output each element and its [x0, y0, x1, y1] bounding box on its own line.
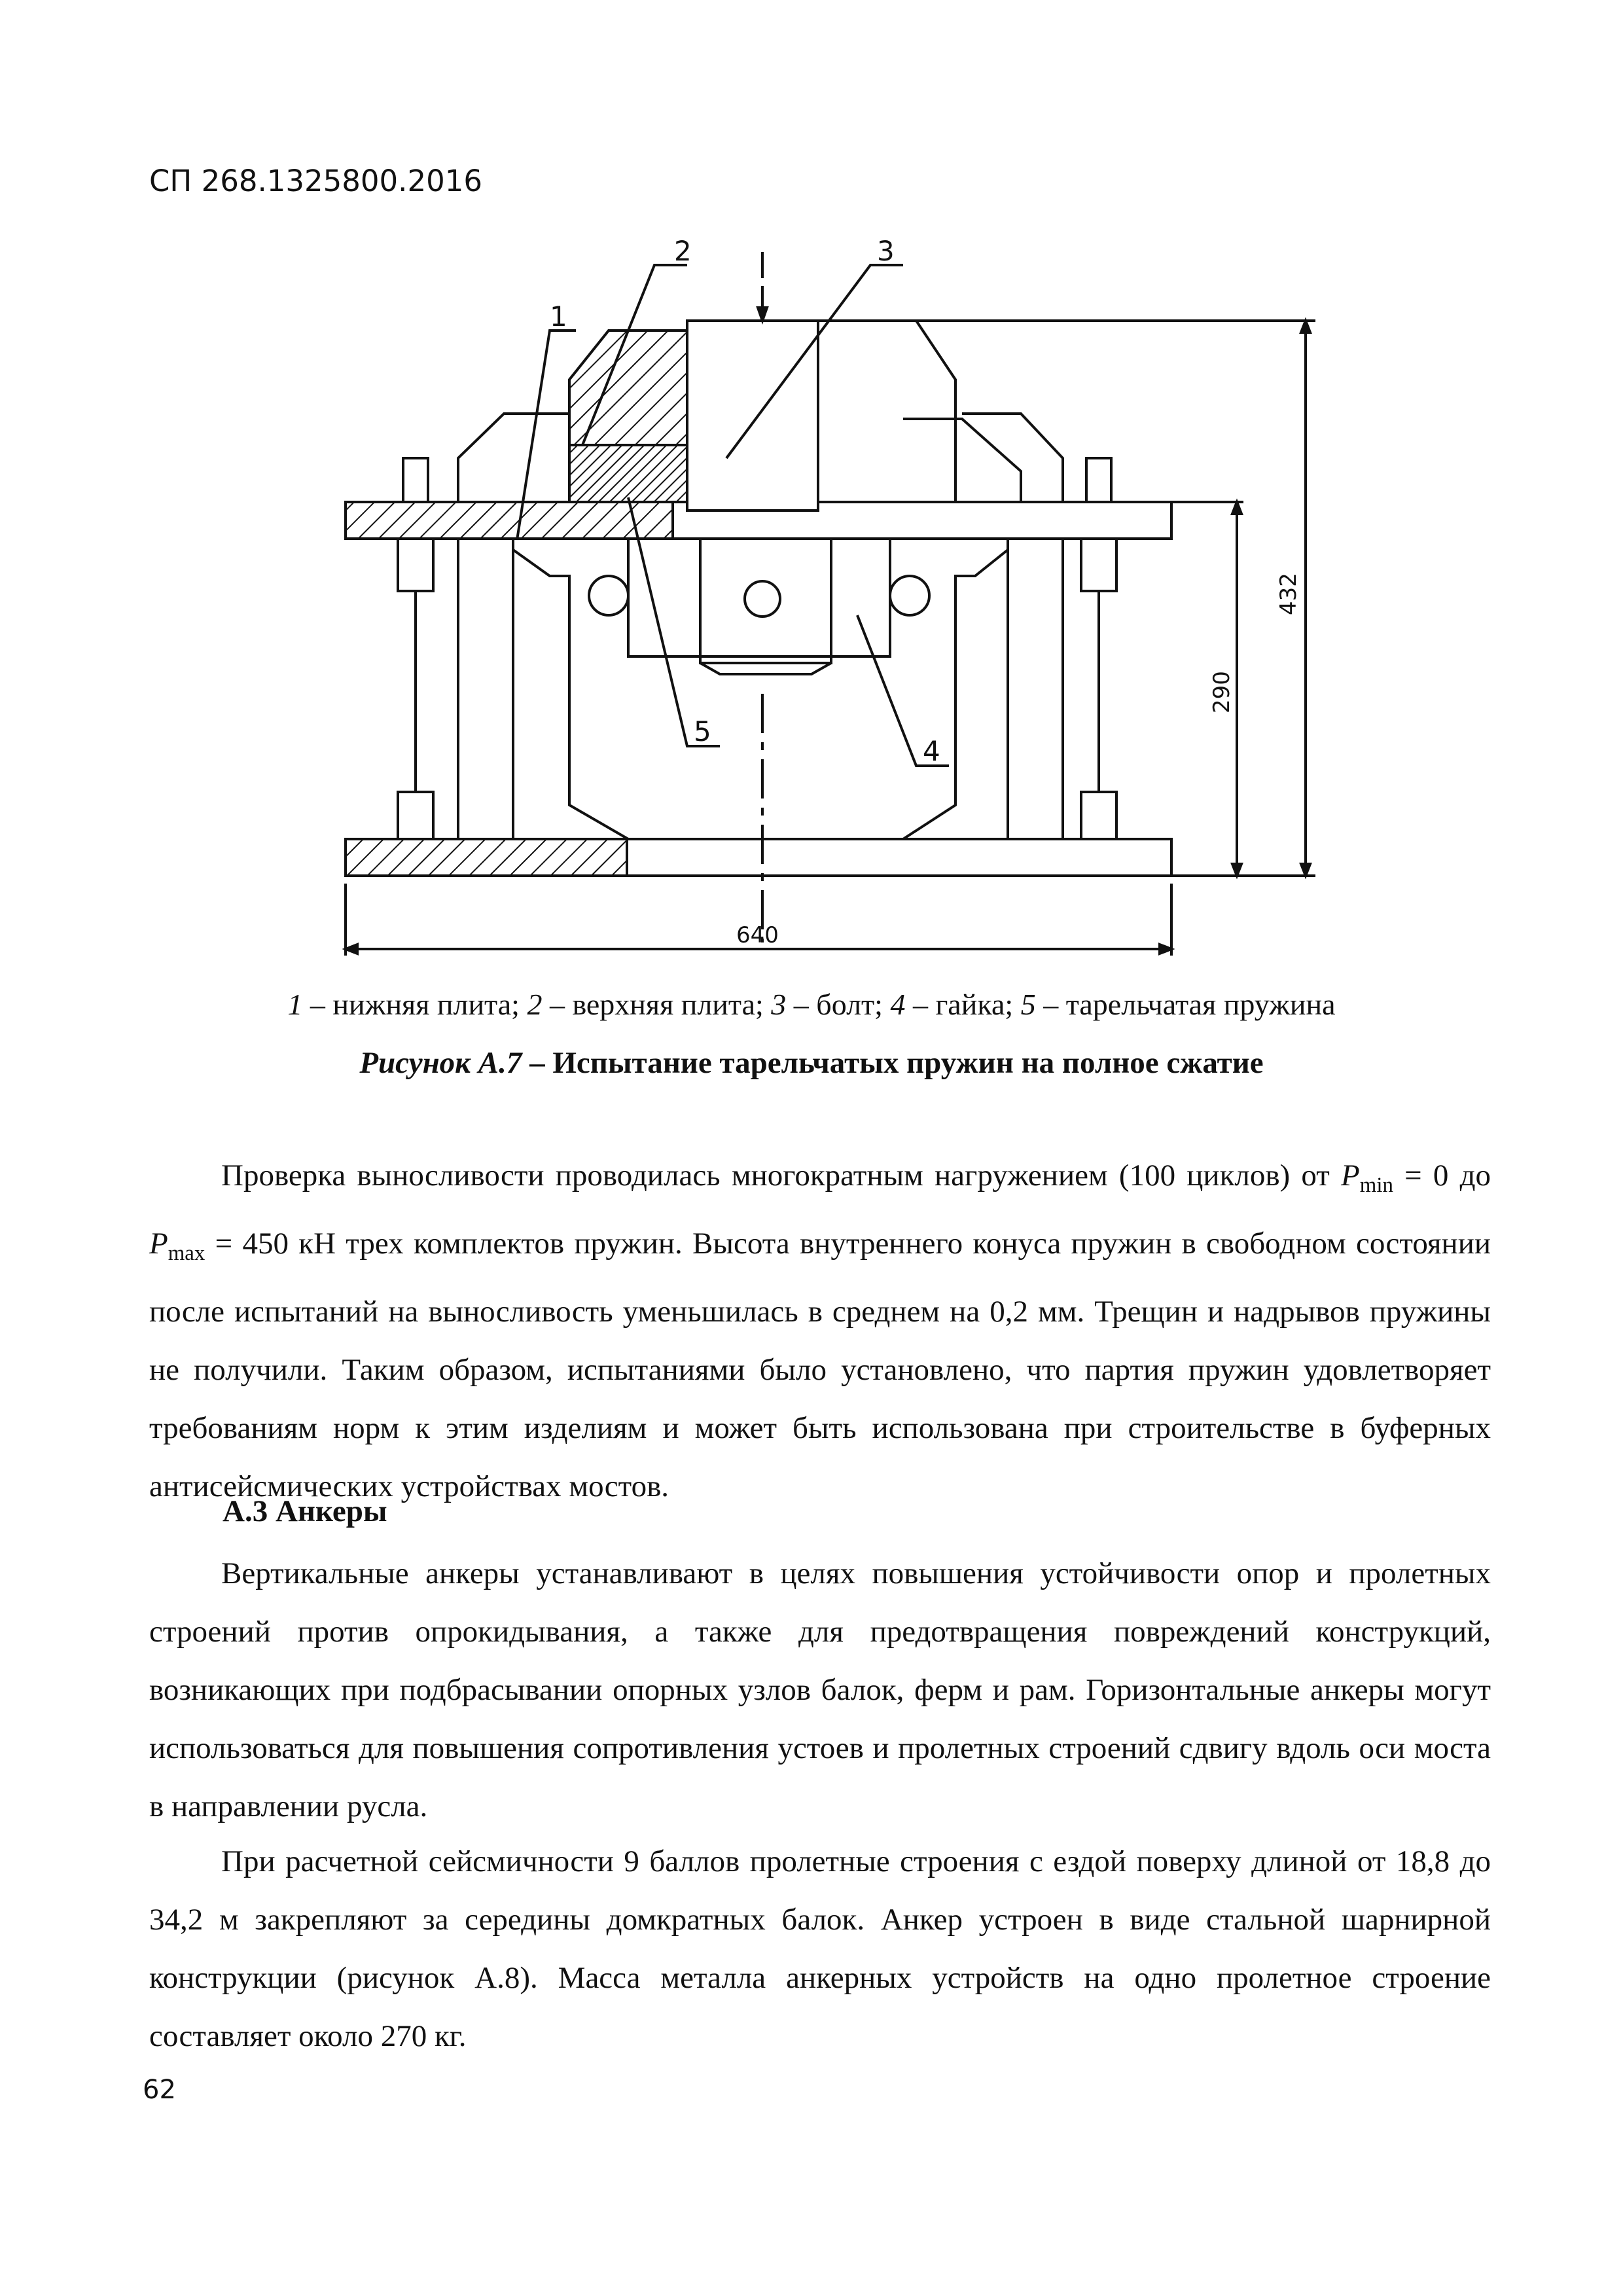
paragraph-1-part-2: = 0 до: [1393, 1158, 1491, 1193]
p-max-sub: max: [168, 1241, 205, 1265]
figure-caption-prefix: Рисунок А.7: [359, 1046, 522, 1080]
paragraph-1-part-1: Проверка выносливости проводилась многократным нагружением (100 циклов) от: [221, 1158, 1342, 1193]
document-code: СП 268.1325800.2016: [149, 164, 482, 198]
legend-num-1: 1: [287, 988, 303, 1021]
page-number: 62: [143, 2075, 176, 2105]
p-max-var: P: [149, 1226, 168, 1261]
paragraph-3: [149, 1833, 1491, 2066]
section-heading: А.3 Анкеры: [223, 1494, 387, 1528]
paragraph-2-text: Вертикальные анкеры устанавливают в целях повышения устойчивости опор и пролетных строений против опрокидывания, а также для предотвращения повреждений конструкций, возникающих при подбрасывании опорных узлов балок, ферм и рам. Горизонтальные анкеры могут использоваться для повышения сопротивления устоев и пролетных строений сдвигу вдоль оси моста в направлении русла.: [149, 1556, 1491, 1823]
central-bolt: [687, 321, 818, 511]
callout-1: 1: [550, 300, 567, 332]
figure-caption-text: – Испытание тарельчатых пружин на полное сжатие: [522, 1046, 1264, 1080]
callout-2: 2: [674, 235, 692, 267]
p-min-sub: min: [1359, 1173, 1393, 1197]
p-min-var: P: [1341, 1158, 1360, 1193]
nut: [700, 539, 831, 663]
paragraph-2: [149, 1545, 1491, 1836]
paragraph-1: [149, 1147, 1491, 1516]
legend-num-4: 4: [890, 988, 906, 1021]
legend-text-4: – гайка;: [905, 988, 1021, 1021]
paragraph-3-text: При расчетной сейсмичности 9 баллов пролетные строения с ездой поверху длиной от 18,8 до 34,2 м закрепляют за середины домкратных балок. Анкер устроен в виде стальной шарнирной конструкции (рисунок А.8). Масса металла анкерных устройств на одно пролетное строение составляет около 270 кг.: [149, 1844, 1491, 2053]
legend-num-5: 5: [1020, 988, 1036, 1021]
spring-test-drawing: [0, 0, 1623, 995]
callout-3: 3: [877, 235, 895, 267]
legend-text-1: – нижняя плита;: [302, 988, 527, 1021]
dimension-width: 640: [736, 922, 779, 948]
callout-4: 4: [923, 735, 940, 767]
figure-caption: [0, 1045, 1623, 1081]
legend-text-3: – болт;: [786, 988, 891, 1021]
figure-legend: [0, 987, 1623, 1022]
paragraph-1-part-3: = 450 кН трех комплектов пружин. Высота внутреннего конуса пружин в свободном состоянии после испытаний на выносливость уменьшилась в среднем на 0,2 мм. Трещин и надрывов пружины не получили. Таким образом, испытаниями было установлено, что партия пружин удовлетворяет требованиям норм к этим изделиям и может быть использована при строительстве в буферных антисейсмических устройствах мостов.: [149, 1226, 1491, 1503]
legend-num-3: 3: [771, 988, 787, 1021]
callout-5: 5: [694, 715, 711, 747]
dimension-height-lower: 290: [1209, 671, 1235, 713]
legend-text-5: – тарельчатая пружина: [1035, 988, 1336, 1021]
dimension-height-total: 432: [1275, 573, 1302, 615]
legend-num-2: 2: [527, 988, 543, 1021]
legend-text-2: – верхняя плита;: [542, 988, 772, 1021]
